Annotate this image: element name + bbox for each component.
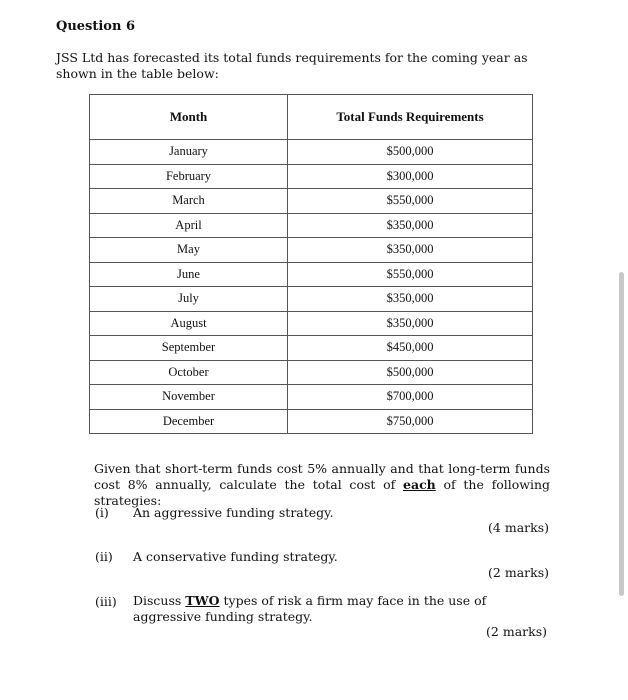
header-month: Month: [90, 95, 288, 140]
question-intro: JSS Ltd has forecasted its total funds requirements for the coming year as shown in the table below:: [56, 50, 528, 81]
amount-cell: $350,000: [288, 311, 533, 336]
table-header-row: [90, 95, 533, 140]
given-text-after: of the following strategies:: [94, 477, 551, 508]
month-cell: January: [90, 140, 288, 165]
amount-cell: $550,000: [288, 262, 533, 287]
amount-cell: $500,000: [288, 360, 533, 385]
amount-cell: $700,000: [288, 385, 533, 410]
table-row: [90, 360, 533, 385]
month-cell: April: [90, 213, 288, 238]
item-marks-ii: (2 marks): [488, 565, 549, 580]
table-row: [90, 262, 533, 287]
table-row: [90, 385, 533, 410]
amount-cell: $350,000: [288, 213, 533, 238]
question-title: Question 6: [56, 19, 136, 34]
month-cell: June: [90, 262, 288, 287]
funds-requirements-table: [89, 94, 533, 434]
item-text-iii-before: Discuss: [133, 593, 186, 608]
item-text-iii-after: types of risk a firm may face in the use of aggressive funding strategy.: [133, 593, 487, 624]
given-emphasis: each: [403, 477, 436, 492]
given-statement: [94, 461, 550, 509]
month-cell: August: [90, 311, 288, 336]
table-row: [90, 238, 533, 263]
table-row: [90, 287, 533, 312]
month-cell: February: [90, 164, 288, 189]
month-cell: October: [90, 360, 288, 385]
month-cell: May: [90, 238, 288, 263]
table-row: [90, 336, 533, 361]
amount-cell: $350,000: [288, 238, 533, 263]
table-row: [90, 409, 533, 434]
item-number-iii: (iii): [95, 594, 117, 609]
item-text-iii-emphasis: TWO: [185, 593, 220, 608]
table-row: [90, 164, 533, 189]
item-text-i: An aggressive funding strategy.: [133, 505, 334, 520]
table-row: [90, 213, 533, 238]
item-text-iii: [133, 593, 543, 625]
amount-cell: $450,000: [288, 336, 533, 361]
table-row: [90, 311, 533, 336]
amount-cell: $550,000: [288, 189, 533, 214]
table-row: [90, 140, 533, 165]
given-text-before: Given that short-term funds cost 5% annually and that long-term funds cost 8% annually, calculate the total cost of: [94, 461, 550, 492]
item-number-i: (i): [95, 505, 109, 520]
item-marks-i: (4 marks): [488, 520, 549, 535]
month-cell: September: [90, 336, 288, 361]
header-total-funds: Total Funds Requirements: [288, 95, 533, 140]
amount-cell: $300,000: [288, 164, 533, 189]
month-cell: March: [90, 189, 288, 214]
month-cell: July: [90, 287, 288, 312]
amount-cell: $500,000: [288, 140, 533, 165]
table-row: [90, 189, 533, 214]
item-text-ii: A conservative funding strategy.: [133, 549, 338, 564]
month-cell: November: [90, 385, 288, 410]
amount-cell: $750,000: [288, 409, 533, 434]
month-cell: December: [90, 409, 288, 434]
amount-cell: $350,000: [288, 287, 533, 312]
item-number-ii: (ii): [95, 549, 113, 564]
scrollbar[interactable]: [619, 272, 624, 596]
item-marks-iii: (2 marks): [486, 624, 547, 639]
